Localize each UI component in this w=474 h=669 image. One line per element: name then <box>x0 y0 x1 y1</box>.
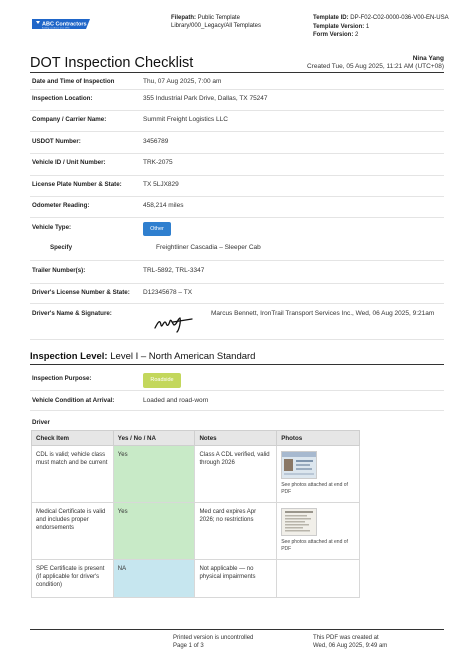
field-label: USDOT Number: <box>32 138 81 145</box>
field-value[interactable]: TRK-2075 <box>143 159 173 166</box>
answer-cell-yes[interactable]: Yes <box>113 446 195 503</box>
field-drivers-license <box>30 284 444 304</box>
field-license-plate <box>30 176 444 197</box>
field-label: Inspection Purpose: <box>32 375 92 382</box>
table-row <box>32 560 360 598</box>
column-header-answer: Yes / No / NA <box>113 431 195 446</box>
inspection-level-label: Inspection Level: <box>30 351 108 362</box>
field-trailer-numbers <box>30 261 444 284</box>
template-id-label: Template ID: <box>313 15 349 21</box>
field-value[interactable]: 458,214 miles <box>143 202 184 209</box>
field-label: Vehicle ID / Unit Number: <box>32 159 106 166</box>
specify-label: Specify <box>50 244 73 251</box>
template-version-value: 1 <box>365 23 370 30</box>
field-vehicle-id <box>30 154 444 176</box>
field-inspection-location <box>30 90 444 111</box>
form-version-value: 2 <box>355 32 359 38</box>
document-icon <box>282 509 316 535</box>
field-usdot-number <box>30 132 444 154</box>
field-value[interactable]: 3456789 <box>143 138 169 145</box>
notes-cell[interactable]: Class A CDL verified, valid through 2026 <box>195 446 277 503</box>
medical-certificate-photo-thumbnail[interactable] <box>281 508 317 536</box>
column-header-photos: Photos <box>277 431 360 446</box>
table-header-row <box>32 431 360 446</box>
created-date: Created Tue, 05 Aug 2025, 11:21 AM (UTC+08) <box>306 63 444 70</box>
inspection-level-value: Level I – North American Standard <box>110 351 256 362</box>
vehicle-type-option-other[interactable]: Other <box>143 222 171 236</box>
license-photo-thumbnail[interactable] <box>281 451 317 479</box>
photos-cell <box>277 560 360 598</box>
field-value[interactable]: TRL-5892, TRL-3347 <box>143 267 205 274</box>
table-row <box>32 446 360 503</box>
photos-cell <box>277 503 360 560</box>
filepath-value: Public Template Library/000_Legacy/All Templates <box>171 15 261 29</box>
field-value[interactable]: Summit Freight Logistics LLC <box>143 116 228 123</box>
field-label: Company / Carrier Name: <box>32 116 107 123</box>
id-card-icon <box>282 452 316 478</box>
photos-cell <box>277 446 360 503</box>
footer-left <box>173 634 253 650</box>
field-inspection-datetime <box>30 73 444 90</box>
page-number: Page 1 of 3 <box>173 643 204 649</box>
answer-cell-yes[interactable]: Yes <box>113 503 195 560</box>
field-value[interactable]: TX 5LJX829 <box>143 181 179 188</box>
company-logo <box>30 16 92 32</box>
pdf-created-label: This PDF was created at <box>313 635 379 641</box>
column-header-notes: Notes <box>195 431 277 446</box>
filepath-block <box>171 14 296 30</box>
field-value[interactable]: D12345678 – TX <box>143 289 193 296</box>
field-label: License Plate Number & State: <box>32 181 122 188</box>
check-item-cell: SPE Certificate is present (if applicable for driver's condition) <box>32 560 114 598</box>
signature-details: Marcus Bennett, IronTrail Transport Services Inc., Wed, 06 Aug 2025, 9:21am <box>211 310 435 317</box>
field-label: Odometer Reading: <box>32 202 90 209</box>
field-label: Trailer Number(s): <box>32 267 86 274</box>
field-vehicle-condition <box>30 391 444 411</box>
check-item-cell: CDL is valid; vehicle class must match and be current <box>32 446 114 503</box>
document-title: DOT Inspection Checklist <box>30 55 194 71</box>
purpose-option-roadside[interactable]: Roadside <box>143 373 181 388</box>
field-label: Inspection Location: <box>32 95 93 102</box>
field-label: Driver's License Number & State: <box>32 289 130 296</box>
table-row <box>32 503 360 560</box>
field-label: Vehicle Type: <box>32 224 72 231</box>
logo-tagline: Building excellence since 1994 <box>42 27 70 30</box>
filepath-label: Filepath: <box>171 15 196 21</box>
photo-note: See photos attached at end of PDF <box>281 539 348 552</box>
template-meta <box>313 14 463 40</box>
field-value[interactable]: Thu, 07 Aug 2025, 7:00 am <box>143 78 222 85</box>
column-header-check-item: Check Item <box>32 431 114 446</box>
photo-note: See photos attached at end of PDF <box>281 482 348 495</box>
page-header <box>0 0 474 44</box>
field-inspection-purpose <box>30 365 444 391</box>
notes-cell[interactable]: Not applicable — no physical impairments <box>195 560 277 598</box>
answer-cell-na[interactable]: NA <box>113 560 195 598</box>
field-value[interactable]: 355 Industrial Park Drive, Dallas, TX 75247 <box>143 95 268 102</box>
footer-right <box>313 634 387 650</box>
pdf-created-date: Wed, 06 Aug 2025, 9:49 am <box>313 643 388 649</box>
field-label: Vehicle Condition at Arrival: <box>32 397 115 404</box>
field-odometer <box>30 197 444 218</box>
field-carrier-name <box>30 111 444 132</box>
template-id-value: DP-F02-C02-0000-036-V00-EN-USA <box>350 15 449 21</box>
field-label: Driver's Name & Signature: <box>32 310 112 317</box>
specify-value[interactable]: Freightliner Cascadia – Sleeper Cab <box>156 244 261 251</box>
uncontrolled-notice: Printed version is uncontrolled <box>173 635 254 641</box>
driver-section-title: Driver <box>32 419 50 426</box>
check-item-cell: Medical Certificate is valid and includes proper endorsements <box>32 503 114 560</box>
footer-divider <box>30 629 444 630</box>
field-label: Date and Time of Inspection <box>32 78 115 85</box>
field-vehicle-type <box>30 218 444 261</box>
driver-checklist-table <box>31 430 360 598</box>
field-value[interactable]: Loaded and road-worn <box>143 397 209 404</box>
notes-cell[interactable]: Med card expires Apr 2026; no restrictions <box>195 503 277 560</box>
logo-text: ABC Contractors <box>42 21 87 28</box>
author-name: Nina Yang <box>412 55 444 62</box>
template-version-label: Template Version: <box>313 23 365 30</box>
inspection-level-heading <box>30 351 255 362</box>
driver-signature <box>152 310 194 334</box>
form-version-label: Form Version: <box>313 32 354 38</box>
